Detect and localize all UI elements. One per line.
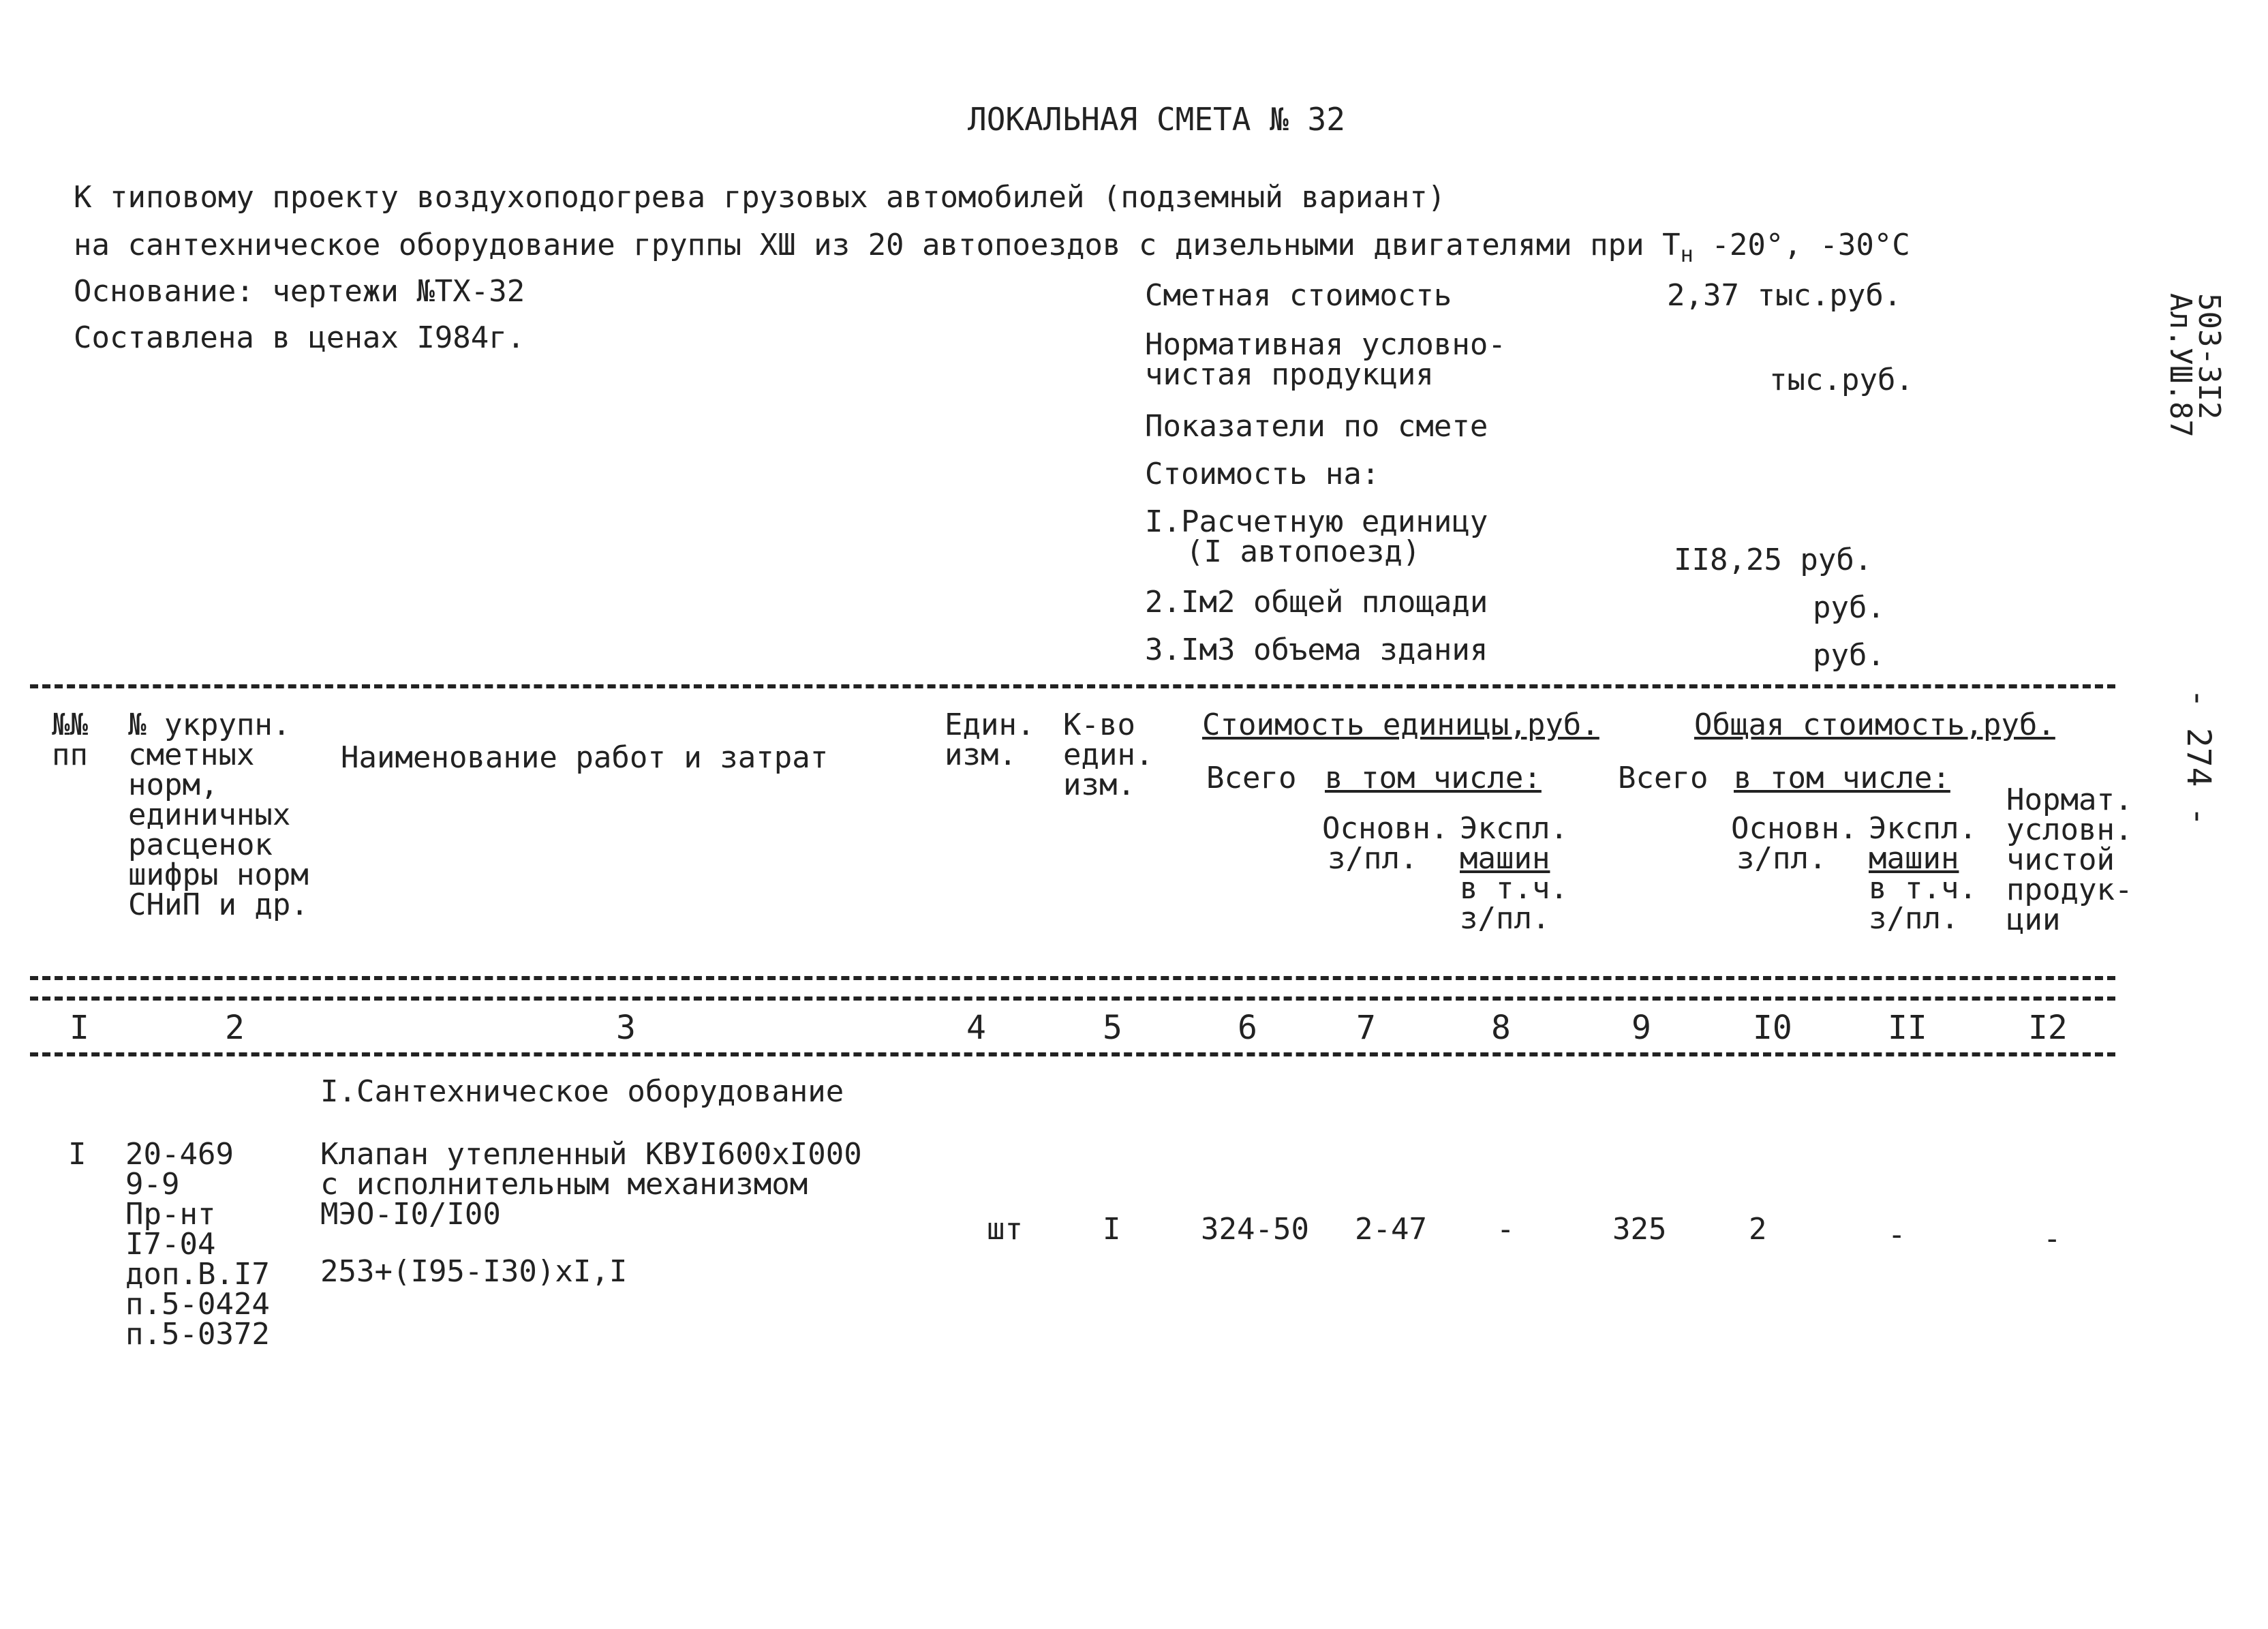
col-header-8-line: машин bbox=[1460, 841, 1550, 876]
col-header-2-line: № укрупн. bbox=[128, 707, 291, 742]
col-header-11-line: Экспл. bbox=[1869, 811, 1977, 846]
norm-value: тыс.руб. bbox=[1769, 363, 1914, 397]
side-code-2: Ал.УШ.87 bbox=[2163, 293, 2198, 438]
column-number: 7 bbox=[1356, 1009, 1376, 1047]
document-title: ЛОКАЛЬНАЯ СМЕТА № 32 bbox=[968, 101, 1345, 138]
col-header-12-line: Нормат. bbox=[2006, 782, 2133, 817]
row-name-line: Клапан утепленный КВУI600хI000 bbox=[320, 1137, 862, 1172]
col-header-7-line: з/пл. bbox=[1328, 841, 1418, 876]
row-code: доп.В.I7 bbox=[125, 1257, 270, 1292]
column-number: 8 bbox=[1491, 1009, 1511, 1047]
col-header-8-line: Экспл. bbox=[1460, 811, 1568, 846]
col-header-12-line: условн. bbox=[2006, 812, 2133, 847]
norm-label-line-2: чистая продукция bbox=[1145, 357, 1434, 392]
column-number: 9 bbox=[1631, 1009, 1651, 1047]
col-header-11-line: машин bbox=[1869, 841, 1959, 876]
unit-cost-incl-header: в том числе: bbox=[1325, 761, 1542, 795]
col-header-12-line: продук- bbox=[2006, 872, 2133, 907]
col-header-7 bbox=[1322, 811, 1449, 876]
cost-value: 2,37 тыс.руб. bbox=[1667, 278, 1902, 313]
total-cost-total-header: Всего bbox=[1618, 761, 1708, 795]
section-title: I.Сантехническое оборудование bbox=[320, 1074, 844, 1109]
unit-label bbox=[1145, 504, 1488, 569]
column-number: I bbox=[70, 1009, 89, 1047]
col-header-8-line: з/пл. bbox=[1460, 901, 1550, 936]
header-line-2-main: на сантехническое оборудование группы XШ из 20 автопоездов с дизельными двигателями при Т bbox=[74, 228, 1681, 262]
column-number: I0 bbox=[1753, 1009, 1792, 1047]
side-code bbox=[2163, 293, 2226, 438]
header-line-2-sub: н bbox=[1680, 241, 1694, 267]
header-line-2 bbox=[74, 230, 1910, 265]
total-cost-header: Общая стоимость,руб. bbox=[1694, 707, 2055, 742]
col-header-4 bbox=[945, 707, 1035, 772]
column-number: 5 bbox=[1103, 1009, 1122, 1047]
column-number: 3 bbox=[616, 1009, 636, 1047]
indicators-label: Показатели по смете bbox=[1145, 409, 1488, 444]
volume-label: 3.Iм3 объема здания bbox=[1145, 633, 1488, 667]
volume-value: руб. bbox=[1813, 638, 1885, 673]
row-code: 9-9 bbox=[125, 1167, 180, 1202]
row-code: Пр-нт bbox=[125, 1197, 216, 1232]
col-header-4-line: Един. bbox=[945, 707, 1035, 742]
unit-label-line-2: (I автопоезд) bbox=[1186, 534, 1421, 569]
col-header-1-line: №№ bbox=[52, 707, 88, 742]
norm-label-line-1: Нормативная условно- bbox=[1145, 327, 1506, 362]
column-numbers-divider-top bbox=[30, 996, 2115, 1001]
col-header-5 bbox=[1063, 707, 1154, 802]
col-header-7-line: Основн. bbox=[1322, 811, 1449, 846]
prices-line: Составлена в ценах I984г. bbox=[74, 320, 525, 355]
row-codes bbox=[125, 1137, 270, 1352]
cost-on-label: Стоимость на: bbox=[1145, 457, 1380, 491]
area-value: руб. bbox=[1813, 590, 1885, 625]
row-norm: - bbox=[2043, 1221, 2062, 1256]
unit-cost-total-header: Всего bbox=[1206, 761, 1297, 795]
row-total: 325 bbox=[1612, 1212, 1667, 1247]
row-name-line: МЭО-I0/I00 bbox=[320, 1197, 501, 1232]
header-line-2-tail: -20°, -30°C bbox=[1693, 228, 1910, 262]
cost-label: Сметная стоимость bbox=[1145, 278, 1452, 313]
col-header-10-line: з/пл. bbox=[1736, 841, 1827, 876]
row-total-base: 2 bbox=[1749, 1212, 1767, 1247]
row-unit: шт bbox=[987, 1212, 1023, 1247]
col-header-2-line: расценок bbox=[128, 827, 273, 862]
row-calculation: 253+(I95-I30)хI,I bbox=[320, 1254, 628, 1289]
col-header-8-line: в т.ч. bbox=[1460, 871, 1568, 906]
col-header-1-line: пп bbox=[52, 737, 88, 772]
row-code: I7-04 bbox=[125, 1227, 216, 1262]
col-header-2-line: норм, bbox=[128, 767, 219, 802]
table-header-divider bbox=[30, 976, 2115, 980]
table-top-divider bbox=[30, 684, 2115, 688]
col-header-8 bbox=[1460, 811, 1568, 936]
col-header-2 bbox=[128, 707, 309, 922]
col-header-10-line: Основн. bbox=[1731, 811, 1858, 846]
col-header-2-line: сметных bbox=[128, 737, 255, 772]
column-number: II bbox=[1888, 1009, 1927, 1047]
col-header-3: Наименование работ и затрат bbox=[341, 740, 829, 775]
col-header-12 bbox=[2006, 782, 2133, 937]
col-header-12-line: ции bbox=[2006, 902, 2061, 937]
col-header-5-line: един. bbox=[1063, 737, 1154, 772]
column-number: 2 bbox=[225, 1009, 245, 1047]
area-label: 2.Iм2 общей площади bbox=[1145, 585, 1488, 620]
col-header-2-line: единичных bbox=[128, 797, 291, 832]
row-unit-mach: - bbox=[1497, 1212, 1515, 1247]
unit-label-line-1: I.Расчетную единицу bbox=[1145, 504, 1488, 539]
col-header-5-line: изм. bbox=[1063, 767, 1135, 802]
col-header-12-line: чистой bbox=[2006, 842, 2115, 877]
column-number: 6 bbox=[1238, 1009, 1257, 1047]
norm-label bbox=[1145, 327, 1506, 392]
row-code: п.5-0424 bbox=[125, 1287, 270, 1322]
row-unit-base: 2-47 bbox=[1355, 1212, 1427, 1247]
column-number: I2 bbox=[2028, 1009, 2068, 1047]
col-header-11 bbox=[1869, 811, 1977, 936]
row-number: I bbox=[68, 1137, 87, 1172]
page-number: - 274 - bbox=[2179, 688, 2218, 827]
row-total-mach: - bbox=[1888, 1217, 1906, 1252]
row-unit-total: 324-50 bbox=[1201, 1212, 1309, 1247]
row-name-line: с исполнительным механизмом bbox=[320, 1167, 808, 1202]
row-quantity: I bbox=[1103, 1212, 1121, 1247]
col-header-11-line: в т.ч. bbox=[1869, 871, 1977, 906]
col-header-1 bbox=[52, 707, 88, 772]
basis-line: Основание: чертежи №ТХ-32 bbox=[74, 274, 525, 309]
column-numbers-divider-bottom bbox=[30, 1052, 2115, 1056]
side-code-1: 503-3I2 bbox=[2192, 293, 2226, 420]
col-header-11-line: з/пл. bbox=[1869, 901, 1959, 936]
column-number: 4 bbox=[966, 1009, 986, 1047]
col-header-4-line: изм. bbox=[945, 737, 1017, 772]
row-code: п.5-0372 bbox=[125, 1317, 270, 1352]
total-cost-incl-header: в том числе: bbox=[1734, 761, 1950, 795]
unit-cost-header: Стоимость единицы,руб. bbox=[1202, 707, 1599, 742]
col-header-2-line: СНиП и др. bbox=[128, 887, 309, 922]
row-code: 20-469 bbox=[125, 1137, 234, 1172]
col-header-5-line: К-во bbox=[1063, 707, 1135, 742]
row-name bbox=[320, 1137, 862, 1232]
header-line-1: К типовому проекту воздухоподогрева грузовых автомобилей (подземный вариант) bbox=[74, 180, 1446, 215]
col-header-10 bbox=[1731, 811, 1858, 876]
col-header-2-line: шифры норм bbox=[128, 857, 309, 892]
unit-value: II8,25 руб. bbox=[1674, 543, 1873, 577]
